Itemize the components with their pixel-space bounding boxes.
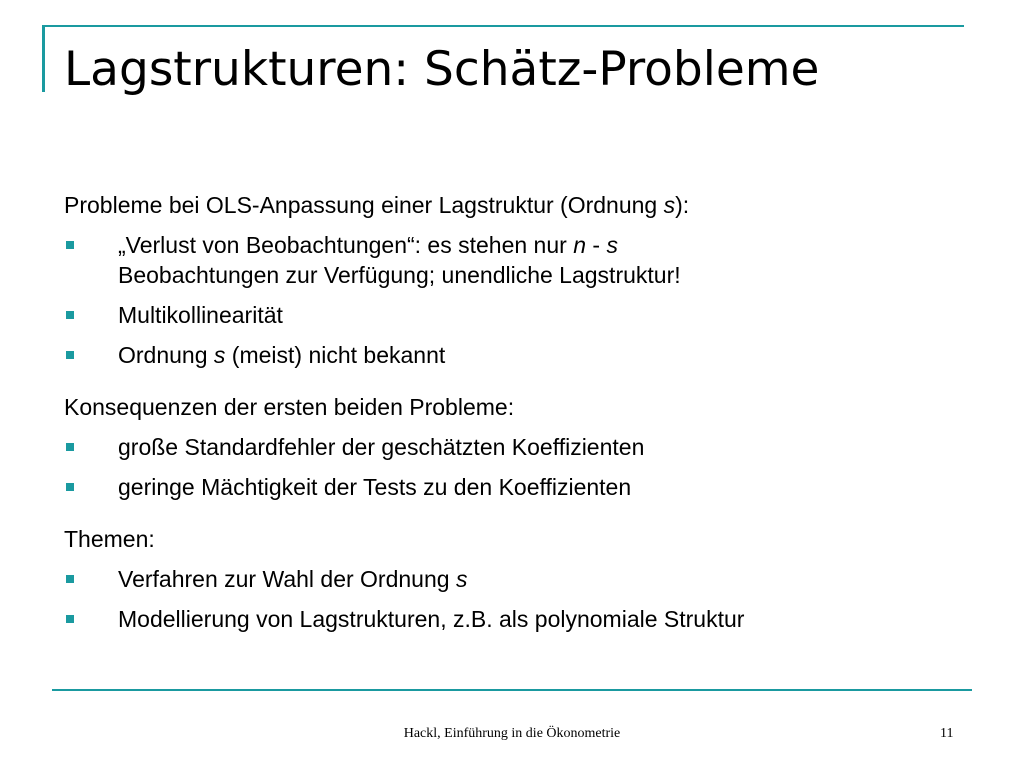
bullet-text: geringe Mächtigkeit der Tests zu den Koeffizienten	[118, 474, 632, 500]
section-consequences	[64, 392, 964, 502]
page-number: 11	[940, 726, 954, 741]
bullet-text: Multikollinearität	[118, 302, 283, 328]
bullet-item-verfahren	[64, 564, 964, 594]
bullet-text: (meist) nicht bekannt	[225, 342, 446, 368]
bullet-text: „Verlust von Beobachtungen“: es stehen nur	[118, 232, 574, 258]
bullet-italic-s: s	[606, 232, 618, 258]
bullet-list-consequences	[64, 432, 964, 502]
section-spacer	[64, 502, 964, 524]
square-bullet-icon	[66, 443, 74, 451]
section-topics	[64, 524, 964, 634]
section-heading-topics: Themen:	[64, 526, 155, 552]
section-heading-consequences: Konsequenzen der ersten beiden Probleme:	[64, 394, 515, 420]
bullet-text	[118, 564, 964, 594]
bullet-item-verlust	[64, 230, 964, 290]
slide-title: Lagstrukturen: Schätz-Probleme	[64, 42, 820, 97]
slide-content	[64, 190, 964, 634]
bullet-text: Modellierung von Lagstrukturen, z.B. als polynomiale Struktur	[118, 606, 745, 632]
bullet-text	[118, 340, 964, 370]
bullet-item-multikollinearitaet	[64, 300, 964, 330]
bullet-item-modellierung	[64, 604, 964, 634]
bullet-italic-n: n	[573, 232, 586, 258]
bullet-italic-s: s	[455, 566, 468, 592]
bullet-item-standardfehler	[64, 432, 964, 462]
title-accent-horizontal-line	[42, 25, 964, 27]
square-bullet-icon	[66, 311, 74, 319]
section-problems	[64, 190, 964, 370]
square-bullet-icon	[66, 351, 74, 359]
square-bullet-icon	[66, 483, 74, 491]
heading-text: Probleme bei OLS-Anpassung einer Lagstruktur (Ordnung	[64, 192, 664, 218]
bullet-text-line2: Beobachtungen zur Verfügung; unendliche Lagstruktur!	[118, 262, 681, 288]
bullet-list-problems	[64, 230, 964, 370]
bullet-text: große Standardfehler der geschätzten Koeffizienten	[118, 434, 645, 460]
title-accent-vertical-line	[42, 25, 45, 92]
bullet-italic-s: s	[213, 342, 226, 368]
square-bullet-icon	[66, 241, 74, 249]
square-bullet-icon	[66, 615, 74, 623]
bullet-text-line1	[118, 230, 964, 260]
bullet-text: -	[585, 232, 607, 258]
footer-divider-line	[52, 689, 972, 691]
bullet-text: Verfahren zur Wahl der Ordnung	[118, 566, 456, 592]
bullet-list-topics	[64, 564, 964, 634]
bullet-text: Ordnung	[118, 342, 214, 368]
heading-italic-s: s	[663, 192, 676, 218]
section-heading-problems	[64, 190, 964, 220]
footer-text: Hackl, Einführung in die Ökonometrie	[403, 726, 621, 741]
heading-text: ):	[675, 192, 690, 218]
bullet-item-ordnung	[64, 340, 964, 370]
square-bullet-icon	[66, 575, 74, 583]
bullet-item-maechtigkeit	[64, 472, 964, 502]
section-spacer	[64, 370, 964, 392]
